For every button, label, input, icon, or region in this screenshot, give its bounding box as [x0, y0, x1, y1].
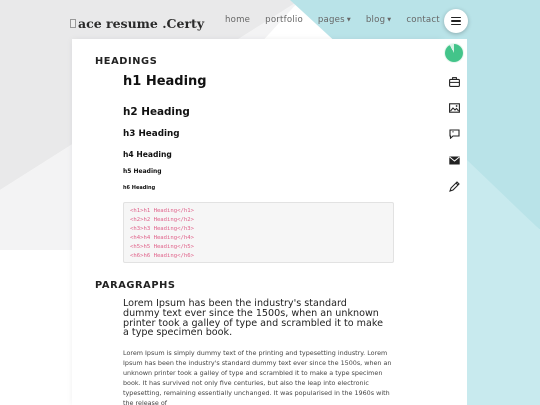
nav-blog[interactable] [366, 15, 391, 25]
scroll-progress-indicator [445, 44, 463, 62]
content-card [72, 39, 442, 405]
lead-paragraph: Lorem Ipsum has been the industry's standard dummy text ever since the 1500s, when an unknown printer took a galley of type and scrambled it to make a type specimen book. [123, 298, 384, 339]
nav-contact-label: contact [406, 15, 440, 25]
code-line: <h3>h3 Heading</h3> [130, 226, 194, 232]
chat-icon[interactable] [447, 127, 461, 141]
section-title-paragraphs: PARAGRAPHS [95, 280, 176, 291]
code-line: <h6>h6 Heading</h6> [130, 253, 194, 259]
image-icon[interactable] [447, 101, 461, 115]
code-line: <h5>h5 Heading</h5> [130, 244, 194, 250]
hamburger-icon [451, 17, 461, 25]
code-block [123, 202, 394, 263]
nav-portfolio[interactable] [265, 15, 303, 25]
mail-icon[interactable] [447, 153, 461, 167]
logo-text: ace resume .Certy [78, 15, 205, 31]
heading-h5: h5 Heading [123, 168, 162, 175]
heading-h3: h3 Heading [123, 129, 180, 139]
heading-h1: h1 Heading [123, 74, 207, 89]
code-line: <h1>h1 Heading</h1> [130, 208, 194, 214]
section-title-headings: HEADINGS [95, 56, 158, 67]
body-paragraph: Lorem Ipsum is simply dummy text of the printing and typesetting industry. Lorem Ipsum has been the industry's standard dummy text ever since the 1500s, when an unknown printer took a galley of type and scrambled it to make a type specimen book. It has survived not only five centuries, but also the leap into electronic typesetting, remaining essentially unchanged. It was popularised in the 1960s with the release of [123, 349, 392, 405]
briefcase-icon[interactable] [447, 75, 461, 89]
broken-image-icon [70, 19, 76, 28]
menu-button[interactable] [444, 9, 468, 33]
heading-h6: h6 Heading [123, 185, 156, 191]
chevron-down-icon: ▼ [346, 17, 351, 23]
top-header [0, 0, 540, 40]
nav-pages[interactable] [318, 15, 351, 25]
nav-contact[interactable] [406, 15, 440, 25]
main-nav [225, 15, 455, 25]
heading-h2: h2 Heading [123, 106, 190, 118]
site-logo[interactable] [70, 14, 204, 32]
code-line: <h4>h4 Heading</h4> [130, 235, 194, 241]
nav-pages-label: pages [317, 15, 345, 25]
chevron-down-icon: ▼ [387, 17, 392, 23]
nav-home[interactable] [225, 15, 250, 25]
right-sidebar [442, 39, 467, 405]
heading-h4: h4 Heading [123, 150, 172, 159]
svg-text:": " [451, 131, 454, 137]
pen-icon[interactable] [447, 179, 461, 193]
nav-blog-label: blog [365, 15, 386, 25]
code-line: <h2>h2 Heading</h2> [130, 217, 194, 223]
nav-portfolio-label: portfolio [265, 15, 303, 25]
nav-home-label: home [225, 15, 251, 25]
